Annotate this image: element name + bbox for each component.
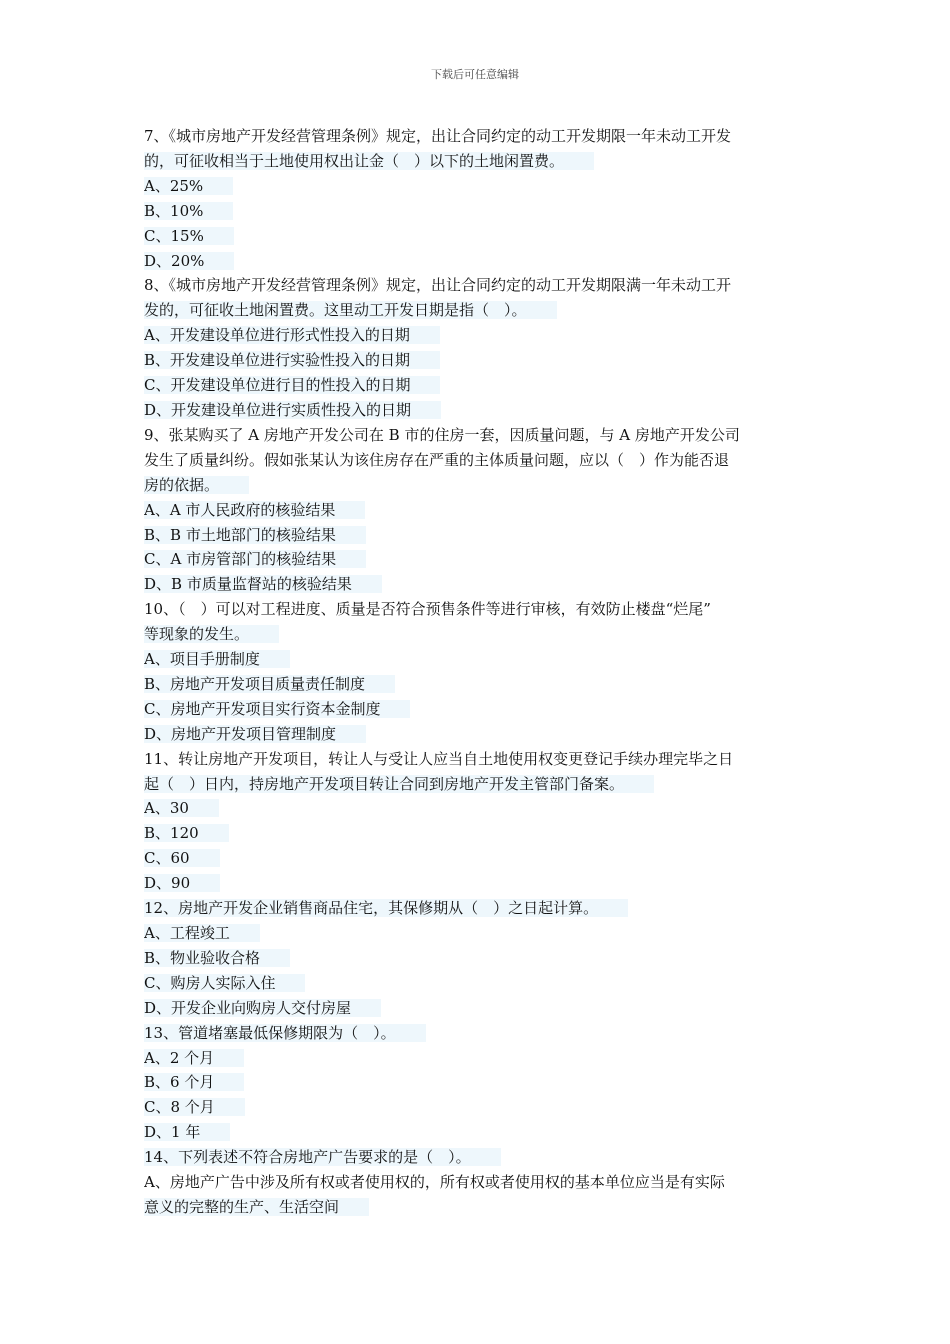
text-line xyxy=(144,1046,808,1071)
text-line xyxy=(144,971,808,996)
line-text: 房的依据。 xyxy=(144,476,249,494)
line-text: B、6 个月 xyxy=(144,1073,244,1091)
text-line xyxy=(144,647,808,672)
text-line xyxy=(144,149,808,174)
text-line xyxy=(144,996,808,1021)
text-line xyxy=(144,572,808,597)
text-line xyxy=(144,249,808,274)
line-text: 9、张某购买了 A 房地产开发公司在 B 市的住房一套，因质量问题，与 A 房地产开发公司 xyxy=(144,425,740,444)
line-text: A、A 市人民政府的核验结果 xyxy=(144,501,365,519)
question-content xyxy=(144,124,808,1220)
text-line xyxy=(144,498,808,523)
text-line xyxy=(144,597,808,622)
line-text: 11、转让房地产开发项目，转让人与受让人应当自土地使用权变更登记手续办理完毕之日 xyxy=(144,749,734,768)
line-text: 起（ ）日内，持房地产开发项目转让合同到房地产开发主管部门备案。 xyxy=(144,775,654,793)
text-line xyxy=(144,348,808,373)
text-line xyxy=(144,523,808,548)
text-line xyxy=(144,921,808,946)
line-text: 14、下列表述不符合房地产广告要求的是（ ）。 xyxy=(144,1148,501,1166)
text-line xyxy=(144,622,808,647)
text-line xyxy=(144,1170,808,1195)
line-text: D、房地产开发项目管理制度 xyxy=(144,725,366,743)
line-text: D、B 市质量监督站的核验结果 xyxy=(144,575,382,593)
line-text: D、开发建设单位进行实质性投入的日期 xyxy=(144,401,441,419)
text-line xyxy=(144,946,808,971)
text-line xyxy=(144,298,808,323)
line-text: D、开发企业向购房人交付房屋 xyxy=(144,999,381,1017)
line-text: 等现象的发生。 xyxy=(144,625,279,643)
line-text: C、房地产开发项目实行资本金制度 xyxy=(144,700,410,718)
text-line xyxy=(144,821,808,846)
text-line xyxy=(144,224,808,249)
text-line xyxy=(144,1120,808,1145)
line-text: D、90 xyxy=(144,874,220,892)
text-line xyxy=(144,871,808,896)
line-text: 7、《城市房地产开发经营管理条例》规定，出让合同约定的动工开发期限一年未动工开发 xyxy=(144,127,732,145)
line-text: A、项目手册制度 xyxy=(144,650,290,668)
text-line xyxy=(144,1195,808,1220)
text-line xyxy=(144,896,808,921)
text-line xyxy=(144,547,808,572)
line-text: 的，可征收相当于土地使用权出让金（ ）以下的土地闲置费。 xyxy=(144,152,594,170)
text-line xyxy=(144,174,808,199)
text-line xyxy=(144,772,808,797)
text-line xyxy=(144,697,808,722)
text-line xyxy=(144,448,808,473)
line-text: A、房地产广告中涉及所有权或者使用权的，所有权或者使用权的基本单位应当是有实际 xyxy=(144,1173,725,1192)
line-text: 发的，可征收土地闲置费。这里动工开发日期是指（ ）。 xyxy=(144,301,557,319)
line-text: 8、《城市房地产开发经营管理条例》规定，出让合同约定的动工开发期限满一年未动工开 xyxy=(144,276,732,295)
line-text: D、1 年 xyxy=(144,1123,230,1141)
text-line xyxy=(144,672,808,697)
line-text: A、2 个月 xyxy=(144,1049,244,1067)
line-text: C、购房人实际入住 xyxy=(144,974,305,992)
line-text: 意义的完整的生产、生活空间 xyxy=(144,1198,369,1216)
line-text: C、开发建设单位进行目的性投入的日期 xyxy=(144,376,440,394)
text-line xyxy=(144,398,808,423)
text-line xyxy=(144,124,808,149)
line-text: B、120 xyxy=(144,824,229,842)
page-header: 下载后可任意编辑 xyxy=(431,68,519,81)
line-text: C、60 xyxy=(144,849,220,867)
text-line xyxy=(144,796,808,821)
line-text: B、物业验收合格 xyxy=(144,949,290,967)
text-line xyxy=(144,199,808,224)
text-line xyxy=(144,1070,808,1095)
text-line xyxy=(144,846,808,871)
line-text: B、开发建设单位进行实验性投入的日期 xyxy=(144,351,440,369)
line-text: 12、房地产开发企业销售商品住宅，其保修期从（ ）之日起计算。 xyxy=(144,899,628,917)
line-text: A、开发建设单位进行形式性投入的日期 xyxy=(144,326,440,344)
text-line xyxy=(144,323,808,348)
line-text: B、B 市土地部门的核验结果 xyxy=(144,526,366,544)
text-line xyxy=(144,1145,808,1170)
text-line xyxy=(144,1095,808,1120)
text-line xyxy=(144,473,808,498)
line-text: A、25% xyxy=(144,177,233,195)
line-text: B、房地产开发项目质量责任制度 xyxy=(144,675,395,693)
text-line xyxy=(144,273,808,298)
line-text: A、30 xyxy=(144,799,219,817)
line-text: A、工程竣工 xyxy=(144,924,260,942)
text-line xyxy=(144,722,808,747)
text-line xyxy=(144,423,808,448)
line-text: 发生了质量纠纷。假如张某认为该住房存在严重的主体质量问题，应以（ ）作为能否退 xyxy=(144,450,730,469)
text-line xyxy=(144,373,808,398)
line-text: C、8 个月 xyxy=(144,1098,245,1116)
line-text: C、A 市房管部门的核验结果 xyxy=(144,550,366,568)
line-text: D、20% xyxy=(144,252,234,270)
line-text: 13、管道堵塞最低保修期限为（ ）。 xyxy=(144,1024,426,1042)
line-text: B、10% xyxy=(144,202,233,220)
line-text: C、15% xyxy=(144,227,234,245)
text-line xyxy=(144,1021,808,1046)
text-line xyxy=(144,747,808,772)
line-text: 10、（ ）可以对工程进度、质量是否符合预售条件等进行审核，有效防止楼盘“烂尾” xyxy=(144,600,711,619)
